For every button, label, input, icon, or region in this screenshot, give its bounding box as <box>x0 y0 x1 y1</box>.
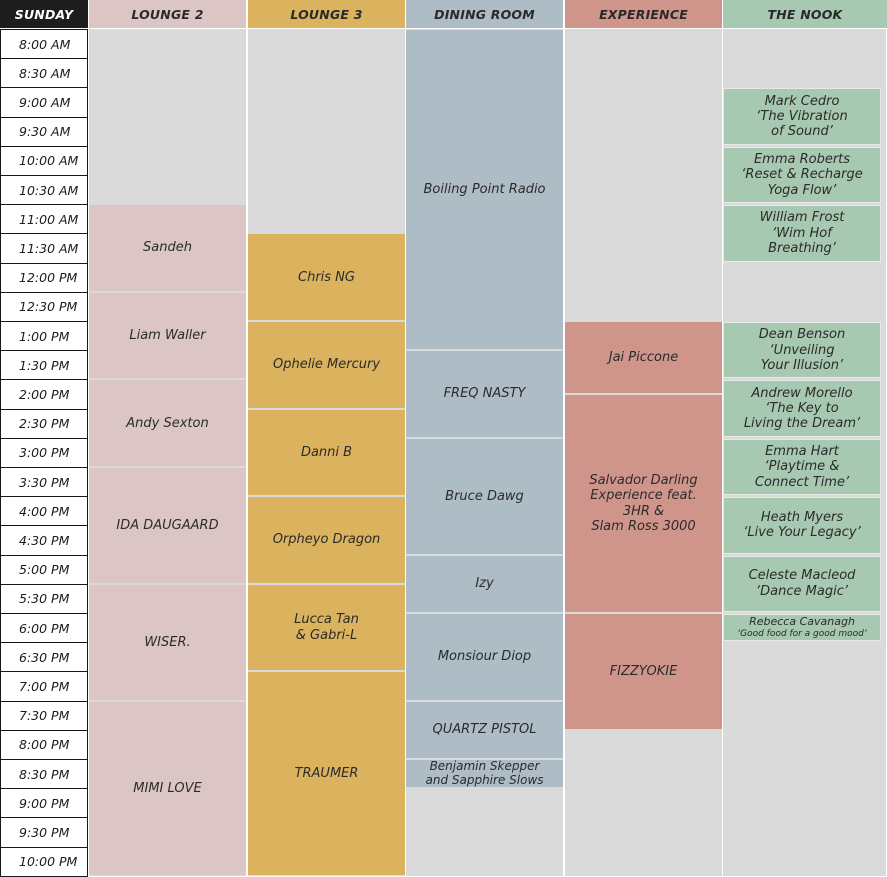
event-block-dining-room[interactable] <box>406 351 563 437</box>
time-slot-label: 1:00 PM <box>0 321 88 351</box>
time-slot-label: 3:30 PM <box>0 467 88 497</box>
event-name: Lucca Tan <box>294 612 359 628</box>
event-name: Bruce Dawg <box>445 488 524 504</box>
event-name: Benjamin Skepper <box>429 759 540 774</box>
event-subtitle: ‘Wim Hof <box>772 225 832 241</box>
day-header: SUNDAY <box>0 0 88 28</box>
time-slot-label: 8:00 PM <box>0 730 88 760</box>
event-subtitle: Living the Dream’ <box>743 416 861 432</box>
column-header-the-nook: THE NOOK <box>723 0 887 28</box>
event-block-experience[interactable] <box>565 395 722 612</box>
time-slot-label: 7:30 PM <box>0 701 88 731</box>
time-slot-label: 12:30 PM <box>0 292 88 322</box>
event-block-lounge-2[interactable] <box>89 702 246 875</box>
time-slot-label: 5:30 PM <box>0 584 88 614</box>
time-slot-label: 6:00 PM <box>0 613 88 643</box>
event-block-lounge-2[interactable] <box>89 468 246 583</box>
event-subtitle: Breathing’ <box>768 241 836 257</box>
event-name: Ophelie Mercury <box>272 357 381 373</box>
event-name: Rebecca Cavanagh <box>749 614 855 628</box>
time-slot-label: 9:00 AM <box>0 87 88 117</box>
event-block-lounge-3[interactable] <box>248 497 405 583</box>
event-block-lounge-2[interactable] <box>89 380 246 466</box>
event-block-dining-room[interactable] <box>406 439 563 554</box>
event-block-lounge-3[interactable] <box>248 322 405 408</box>
event-block-dining-room[interactable] <box>406 702 563 758</box>
event-name: Celeste Macleod <box>748 568 856 584</box>
event-block-the-nook[interactable] <box>723 205 881 261</box>
event-name: FIZZYOKIE <box>609 663 678 679</box>
event-name: IDA DAUGAARD <box>116 517 219 533</box>
time-slot-label: 8:30 PM <box>0 759 88 789</box>
column-header-dining-room: DINING ROOM <box>406 0 563 28</box>
event-name: Izy <box>475 576 494 592</box>
event-name: Chris NG <box>298 269 355 285</box>
event-name: Heath Myers <box>760 510 844 526</box>
time-slot-label: 12:00 PM <box>0 263 88 293</box>
time-slot-label: 7:00 PM <box>0 671 88 701</box>
event-block-dining-room[interactable] <box>406 614 563 700</box>
event-name: Andrew Morello <box>751 385 853 401</box>
time-slot-label: 5:00 PM <box>0 555 88 585</box>
event-block-the-nook[interactable] <box>723 439 881 495</box>
event-block-the-nook[interactable] <box>723 322 881 378</box>
event-subtitle: Connect Time’ <box>754 474 850 490</box>
column-header-experience: EXPERIENCE <box>565 0 722 28</box>
event-subtitle: ‘Live Your Legacy’ <box>743 525 861 541</box>
event-subtitle: and Sapphire Slows <box>425 772 544 787</box>
event-block-lounge-2[interactable] <box>89 585 246 700</box>
event-block-the-nook[interactable] <box>723 380 881 436</box>
event-name: Emma Roberts <box>753 152 851 167</box>
event-name: QUARTZ PISTOL <box>432 722 537 738</box>
event-name: William Frost <box>759 210 845 226</box>
time-slot-label: 9:30 AM <box>0 117 88 147</box>
event-subtitle: Experience feat. <box>590 488 697 504</box>
time-slot-label: 1:30 PM <box>0 350 88 380</box>
event-subtitle: 3HR & <box>622 503 665 519</box>
time-slot-label: 8:30 AM <box>0 58 88 88</box>
column-header-lounge-2: LOUNGE 2 <box>89 0 246 28</box>
event-block-dining-room[interactable] <box>406 30 563 349</box>
time-slot-label: 3:00 PM <box>0 438 88 468</box>
event-block-experience[interactable] <box>565 322 722 393</box>
time-slot-label: 11:30 AM <box>0 233 88 263</box>
event-block-lounge-3[interactable] <box>248 585 405 671</box>
event-subtitle: Slam Ross 3000 <box>591 518 696 534</box>
event-name: Boiling Point Radio <box>423 181 546 197</box>
event-block-lounge-3[interactable] <box>248 234 405 320</box>
event-block-the-nook[interactable] <box>723 614 881 641</box>
event-subtitle: Yoga Flow’ <box>767 182 837 198</box>
time-slot-label: 4:00 PM <box>0 496 88 526</box>
event-name: MIMI LOVE <box>133 780 202 796</box>
time-slot-label: 2:00 PM <box>0 379 88 409</box>
event-subtitle: ‘The Vibration <box>756 108 848 124</box>
time-slot-label: 8:00 AM <box>0 29 88 59</box>
event-subtitle: Your Illusion’ <box>760 357 844 373</box>
event-name: Jai Piccone <box>608 349 679 365</box>
event-name: Salvador Darling <box>589 472 698 488</box>
event-block-experience[interactable] <box>565 614 722 729</box>
event-name: Danni B <box>300 444 353 460</box>
event-subtitle: ‘Playtime & <box>764 459 840 475</box>
time-slot-label: 6:30 PM <box>0 642 88 672</box>
event-subtitle: ‘Reset & Recharge <box>741 167 863 183</box>
time-slot-label: 4:30 PM <box>0 525 88 555</box>
event-block-lounge-3[interactable] <box>248 410 405 496</box>
event-subtitle: ‘The Key to <box>765 400 839 416</box>
time-slot-label: 11:00 AM <box>0 204 88 234</box>
event-name: Liam Waller <box>129 327 206 343</box>
event-block-dining-room[interactable] <box>406 556 563 612</box>
time-slot-label: 10:00 AM <box>0 146 88 176</box>
event-block-the-nook[interactable] <box>723 497 881 553</box>
event-name: WISER. <box>144 634 191 650</box>
event-subtitle: of Sound’ <box>771 124 833 140</box>
event-block-lounge-2[interactable] <box>89 293 246 379</box>
event-name: Dean Benson <box>758 327 846 343</box>
time-slot-label: 9:30 PM <box>0 817 88 847</box>
time-slot-label: 10:30 AM <box>0 175 88 205</box>
event-name: FREQ NASTY <box>443 386 526 402</box>
event-block-the-nook[interactable] <box>723 147 881 203</box>
event-name: Sandeh <box>143 240 192 256</box>
event-block-the-nook[interactable] <box>723 556 881 612</box>
event-name: TRAUMER <box>294 765 359 781</box>
event-subtitle: & Gabri-L <box>295 627 358 643</box>
column-header-lounge-3: LOUNGE 3 <box>248 0 405 28</box>
time-slot-label: 9:00 PM <box>0 788 88 818</box>
event-subtitle: ‘Good food for a good mood’ <box>737 628 867 639</box>
event-name: Emma Hart <box>765 444 839 459</box>
event-subtitle: ‘Dance Magic’ <box>756 583 848 599</box>
event-name: Monsiour Diop <box>437 649 532 665</box>
event-name: Orpheyo Dragon <box>272 532 381 548</box>
event-subtitle: ‘Unveiling <box>769 342 835 358</box>
event-name: Andy Sexton <box>126 415 209 431</box>
event-block-lounge-2[interactable] <box>89 205 246 291</box>
time-slot-label: 10:00 PM <box>0 847 88 877</box>
event-name: Mark Cedro <box>764 93 840 109</box>
event-block-the-nook[interactable] <box>723 88 881 144</box>
time-slot-label: 2:30 PM <box>0 409 88 439</box>
event-block-lounge-3[interactable] <box>248 672 405 874</box>
event-block-dining-room[interactable] <box>406 760 563 787</box>
